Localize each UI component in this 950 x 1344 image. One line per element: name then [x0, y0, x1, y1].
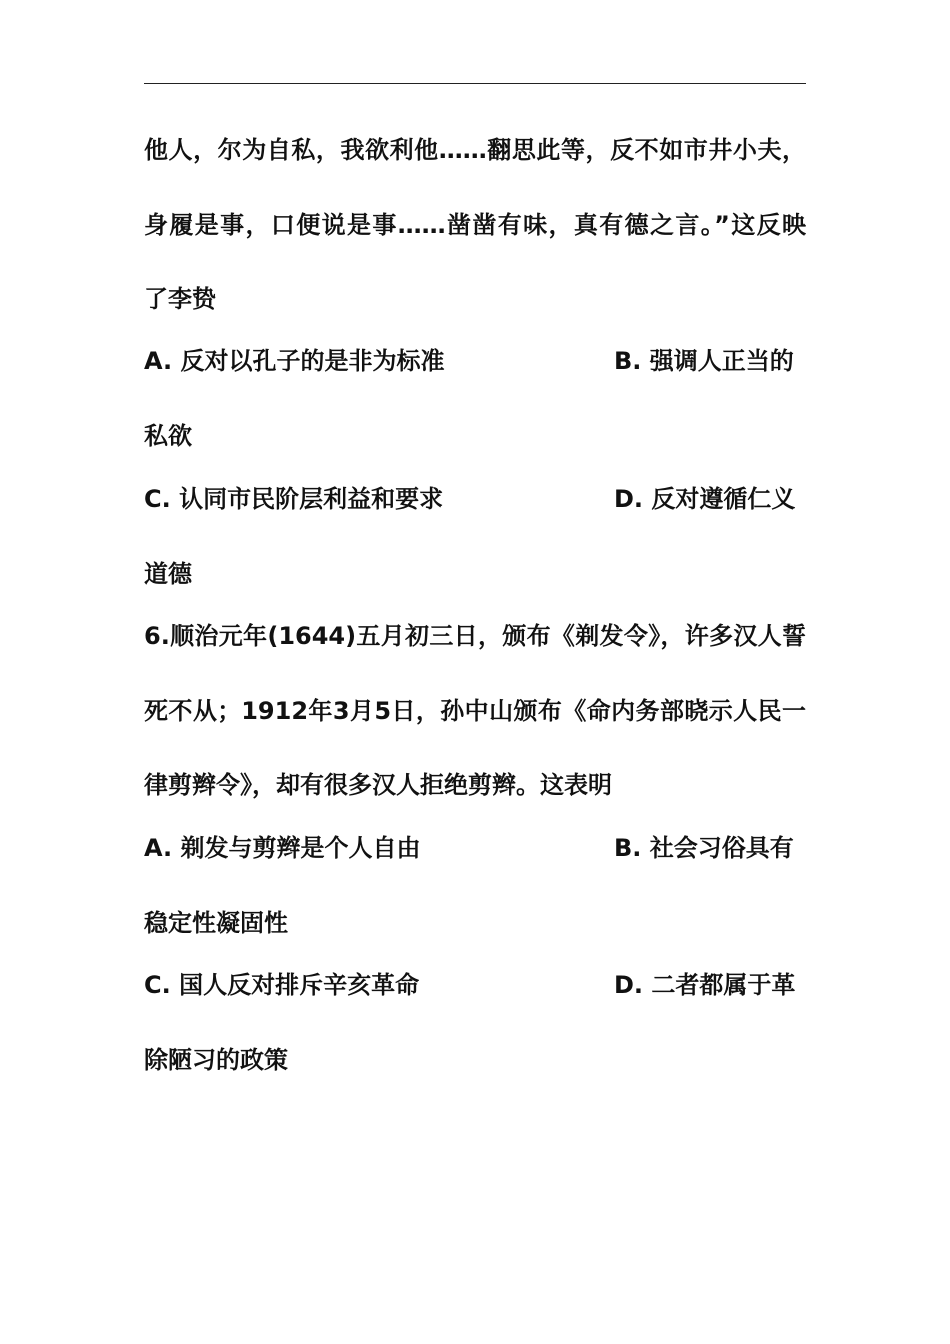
q5-stem-line-3: 了李贽 [144, 285, 216, 313]
q5-option-d-continued: 道德 [144, 560, 192, 588]
q6-option-d-continued: 除陋习的政策 [144, 1046, 288, 1074]
q6-option-a: A. 剃发与剪辫是个人自由 [144, 834, 421, 862]
q6-option-d: D. 二者都属于革 [614, 971, 796, 999]
q6-stem-line-1: 6.顺治元年(1644)五月初三日，颁布《剃发令》，许多汉人誓 [144, 622, 806, 650]
q5-option-b: B. 强调人正当的 [614, 347, 794, 375]
header-rule [144, 83, 806, 84]
q5-stem-line-2: 身履是事，口便说是事……凿凿有味，真有德之言。”这反映 [144, 211, 806, 239]
q5-stem-line-1: 他人，尔为自私，我欲利他……翻思此等，反不如市井小夫， [144, 136, 806, 164]
q5-option-c: C. 认同市民阶层利益和要求 [144, 485, 444, 513]
q5-option-d: D. 反对遵循仁义 [614, 485, 796, 513]
q6-option-c: C. 国人反对排斥辛亥革命 [144, 971, 420, 999]
q6-option-b: B. 社会习俗具有 [614, 834, 794, 862]
q6-option-b-continued: 稳定性凝固性 [144, 909, 288, 937]
q6-stem-line-2: 死不从；1912年3月5日，孙中山颁布《命内务部晓示人民一 [144, 697, 806, 725]
q5-option-b-continued: 私欲 [144, 422, 192, 450]
q5-option-a: A. 反对以孔子的是非为标准 [144, 347, 445, 375]
q6-stem-line-3: 律剪辫令》，却有很多汉人拒绝剪辫。这表明 [144, 771, 612, 799]
